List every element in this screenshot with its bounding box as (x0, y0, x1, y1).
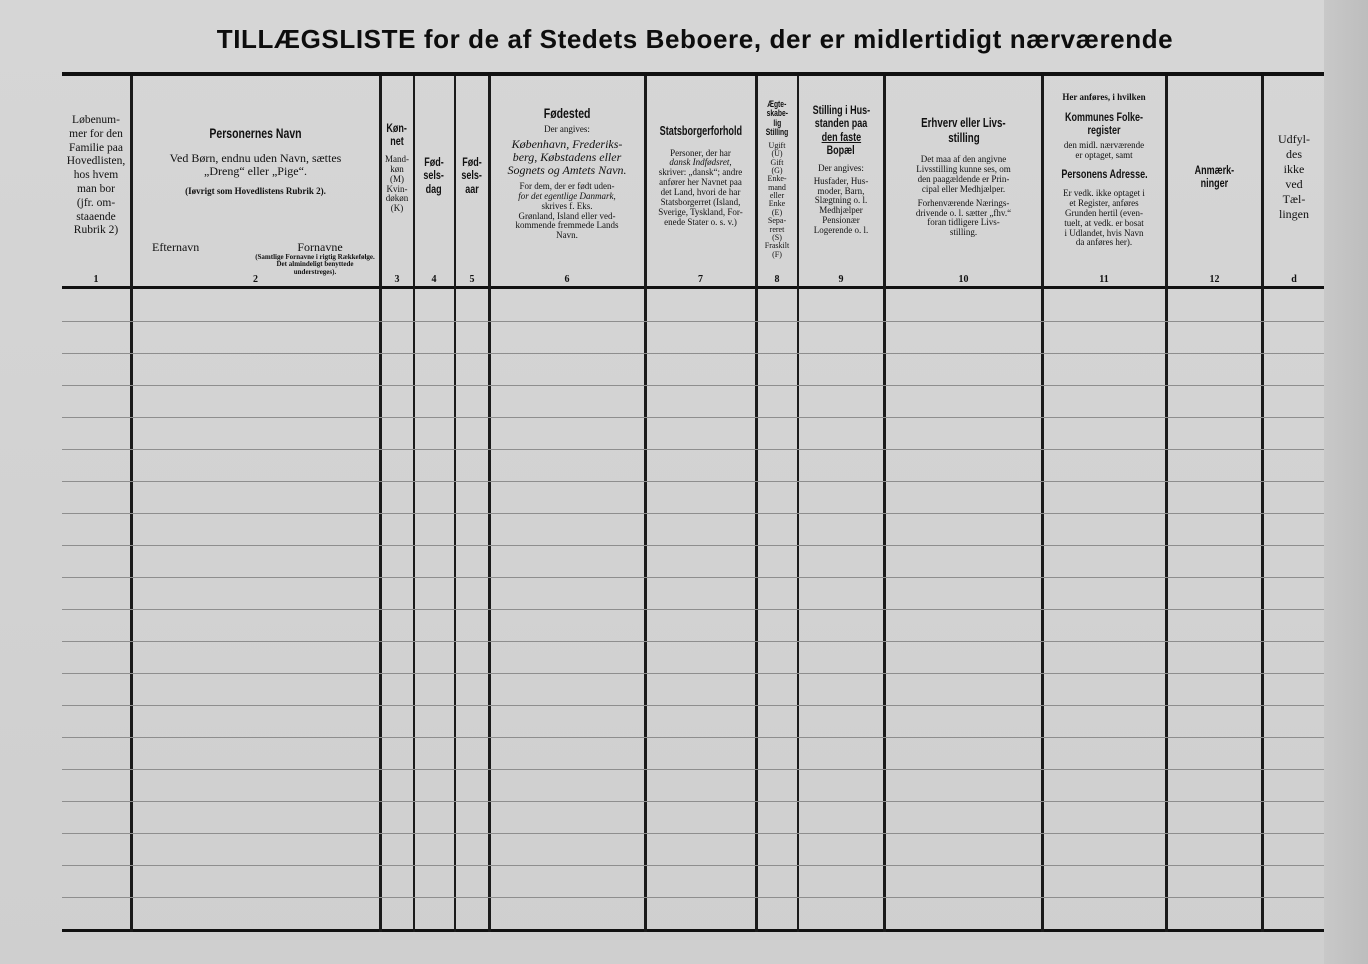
entry-row-line (62, 577, 1324, 578)
col7-line: det Land, hvori de har (660, 187, 741, 198)
col5-header (456, 156, 488, 346)
col11-line: i Udlandet, hvis Navn (1064, 227, 1144, 238)
col3-line: Kvin- (386, 183, 408, 194)
col-number: 4 (431, 274, 437, 285)
col-number: 1 (93, 274, 99, 285)
col4-line: dag (425, 181, 443, 196)
entry-row-line (62, 801, 1324, 802)
col1-line: (jfr. om- (76, 196, 116, 209)
cold-line: Udfyl- (1278, 132, 1310, 146)
col5-line: sels- (461, 168, 483, 183)
col9-line: Stilling i Hus- (812, 103, 870, 117)
col1-line: Familie paa (69, 141, 123, 154)
cold-line: Tæl- (1282, 192, 1306, 206)
col8-line: Fraskilt (764, 241, 790, 251)
entry-row-line (62, 353, 1324, 354)
col7-line: anfører her Navnet paa (659, 177, 742, 188)
col12-header (1168, 164, 1261, 354)
bottom-rule (62, 929, 1324, 932)
entry-row-line (62, 609, 1324, 610)
col8-line: Enke- (767, 174, 787, 184)
col11-line: Kommunes Folke- (1064, 109, 1143, 124)
col9-line: Logerende o. l. (813, 225, 869, 236)
col9-line: moder, Barn, (817, 185, 865, 196)
col5-line: Fød- (462, 155, 482, 169)
col7-line: Sverige, Tyskland, For- (658, 206, 743, 217)
col3-line: køn (390, 163, 404, 174)
col8-line: Ægte- (767, 99, 787, 109)
col6-line: skrives f. Eks. (541, 200, 593, 211)
col8-line: skabe- (766, 108, 788, 119)
col11-line: tuelt, at vedk. er bosat (1064, 217, 1144, 228)
col6-line: berg, Købstadens eller (512, 150, 622, 164)
col8-line: mand (768, 182, 786, 192)
col11-line: da anføres her). (1075, 237, 1133, 248)
col8-line: (G) (771, 165, 783, 175)
col4-header (415, 156, 453, 346)
col10-line: Forhenværende Nærings- (917, 197, 1010, 208)
col7-line: skriver: „dansk“; andre (658, 167, 743, 178)
entry-row-line (62, 673, 1324, 674)
col6-line: Navn. (556, 230, 578, 241)
col2-note: (Iøvrigt som Hovedlistens Rubrik 2). (185, 185, 326, 196)
col3-line: døkøn (385, 193, 409, 204)
col11-line: Er vedk. ikke optaget i (1063, 187, 1145, 198)
col9-line: Bopæl (826, 143, 856, 158)
col2-forenames-label: Fornavne (297, 240, 343, 254)
col1-line: hos hvem (73, 169, 119, 182)
entry-row-line (62, 449, 1324, 450)
entry-row-line (62, 865, 1324, 866)
col7-line: Personer, der har (670, 147, 731, 158)
col9-line: den faste (821, 129, 861, 144)
col9-sub: Der angives: (818, 162, 864, 173)
entry-row-line (62, 705, 1324, 706)
col11-line: register (1087, 123, 1121, 138)
col10-line: Erhverv eller Livs- (921, 115, 1006, 130)
col2-line2: „Dreng“ eller „Pige“. (204, 164, 307, 179)
col7-line: Statsborgerret (Island, (660, 197, 741, 207)
col-number: 3 (394, 274, 400, 285)
col7-header (646, 124, 755, 314)
col1-line: mer for den (69, 127, 123, 140)
col8-line: Sepa- (767, 216, 787, 226)
col-number: 8 (774, 274, 780, 285)
entry-row-line (62, 769, 1324, 770)
entry-row-line (62, 897, 1324, 898)
col9-line: Pensionær (822, 215, 860, 226)
col8-line: Gift (770, 157, 784, 167)
col1-line: Rubrik 2) (73, 224, 119, 237)
col3-line: net (390, 134, 404, 149)
col3-line: Mand- (385, 153, 409, 164)
cold-line: ikke (1283, 162, 1305, 176)
col12-line: Anmærk- (1194, 163, 1235, 177)
entry-row-line (62, 385, 1324, 386)
col7-line: enede Stater o. s. v.) (664, 216, 737, 227)
col8-line: reret (769, 224, 785, 234)
entry-row-line (62, 513, 1324, 514)
col11-heading2: Personens Adresse. (1060, 166, 1148, 181)
col3-line: (K) (390, 203, 404, 214)
col-number: 11 (1099, 274, 1109, 285)
col8-line: Enke (768, 199, 786, 209)
col6-line: Sognets og Amtets Navn. (507, 163, 627, 178)
col-number: 2 (253, 274, 258, 285)
col2-forenames-note: (Samtlige Fornavne i rigtig Rækkefølge. Det almindeligt benyttede understreges). (255, 253, 375, 276)
col-number: 12 (1209, 274, 1220, 285)
col6-line: Grønland, Island eller ved- (518, 210, 616, 221)
col2-line1: Ved Børn, endnu uden Navn, sættes (169, 150, 342, 165)
top-rule (62, 72, 1324, 76)
col4-line: Fød- (424, 155, 444, 169)
col8-line: Stilling (765, 127, 789, 138)
col11-line: et Register, anføres (1069, 197, 1139, 208)
col10-line: Det maa af den angivne (920, 154, 1007, 165)
entry-row-line (62, 641, 1324, 642)
col9-line: Medhjælper (819, 205, 863, 216)
col8-header (757, 100, 797, 290)
entry-row-line (62, 545, 1324, 546)
col6-header (490, 106, 644, 296)
cold-line: ved (1285, 177, 1303, 191)
cold-line: des (1286, 147, 1302, 161)
col8-line: (U) (771, 149, 783, 159)
col-number: 7 (698, 274, 703, 285)
col6-line: for det egentlige Danmark, (518, 190, 616, 201)
col10-line: den paagældende er Prin- (917, 173, 1010, 184)
col9-header (799, 104, 883, 294)
col8-line: Ugift (768, 140, 786, 150)
col1-line: Løbenum- (72, 114, 120, 126)
col-number: 10 (958, 274, 969, 285)
col10-line: Livsstilling kunne ses, om (916, 163, 1011, 174)
col7-line: dansk Indfødsret, (669, 157, 732, 168)
entry-row-line (62, 417, 1324, 418)
col10-line: stilling (947, 129, 980, 145)
col12-line: ninger (1200, 176, 1229, 191)
col1-line: man bor (76, 182, 115, 195)
col10-line: stilling. (949, 227, 978, 238)
col1-line: Hovedlisten, (66, 155, 126, 168)
col2-surname-label: Efternavn (152, 240, 200, 254)
col5-line: aar (465, 181, 479, 196)
col10-line: drivende o. l. sætter „fhv.“ (915, 207, 1012, 218)
col1-line: staaende (76, 210, 116, 223)
col9-line: Husfader, Hus- (813, 175, 869, 186)
col8-line: eller (769, 191, 785, 201)
col9-line: standen paa (814, 116, 868, 131)
col3-line: Køn- (386, 121, 408, 135)
col-number: d (1291, 274, 1297, 285)
col10-line: foran tidligere Livs- (927, 217, 1000, 228)
sheet-edge (1324, 0, 1368, 964)
entry-row-line (62, 833, 1324, 834)
entry-row-line (62, 737, 1324, 738)
col6-line: For dem, der er født uden- (519, 180, 615, 191)
col-number: 6 (564, 274, 570, 285)
entry-row-line (62, 481, 1324, 482)
col2-heading: Personernes Navn (209, 125, 302, 141)
col2-header (133, 126, 378, 316)
col-number: 5 (469, 274, 475, 285)
col10-line: cipal eller Medhjælper. (921, 183, 1006, 194)
form-title: TILLÆGSLISTE for de af Stedets Beboere, der er midlertidigt nærværende (216, 24, 1174, 54)
col8-line: (F) (772, 249, 782, 259)
col11-line: Her anføres, i hvilken (1062, 92, 1146, 102)
col11-line: er optaget, samt (1075, 149, 1133, 160)
col6-line: kommende fremmede Lands (515, 220, 619, 231)
col8-line: (E) (771, 207, 783, 217)
col4-line: sels- (423, 168, 445, 183)
col6-heading: Fødested (543, 105, 591, 121)
col-number: 9 (838, 274, 844, 285)
col11-line: den midl. nærværende (1063, 139, 1145, 150)
col6-line: København, Frederiks- (511, 136, 623, 151)
col11-header (1043, 93, 1165, 283)
col11-line: Grunden hertil (even- (1065, 207, 1143, 218)
col8-line: (S) (772, 233, 782, 243)
col7-heading: Statsborgerforhold (659, 123, 742, 138)
col8-line: lig (773, 117, 781, 128)
col9-line: Slægtning o. l. (814, 195, 868, 206)
cold-header (1264, 132, 1324, 322)
col6-sub: Der angives: (544, 123, 590, 134)
cold-line: lingen (1279, 207, 1309, 221)
col3-line: (M) (390, 173, 404, 184)
entry-row-line (62, 321, 1324, 322)
